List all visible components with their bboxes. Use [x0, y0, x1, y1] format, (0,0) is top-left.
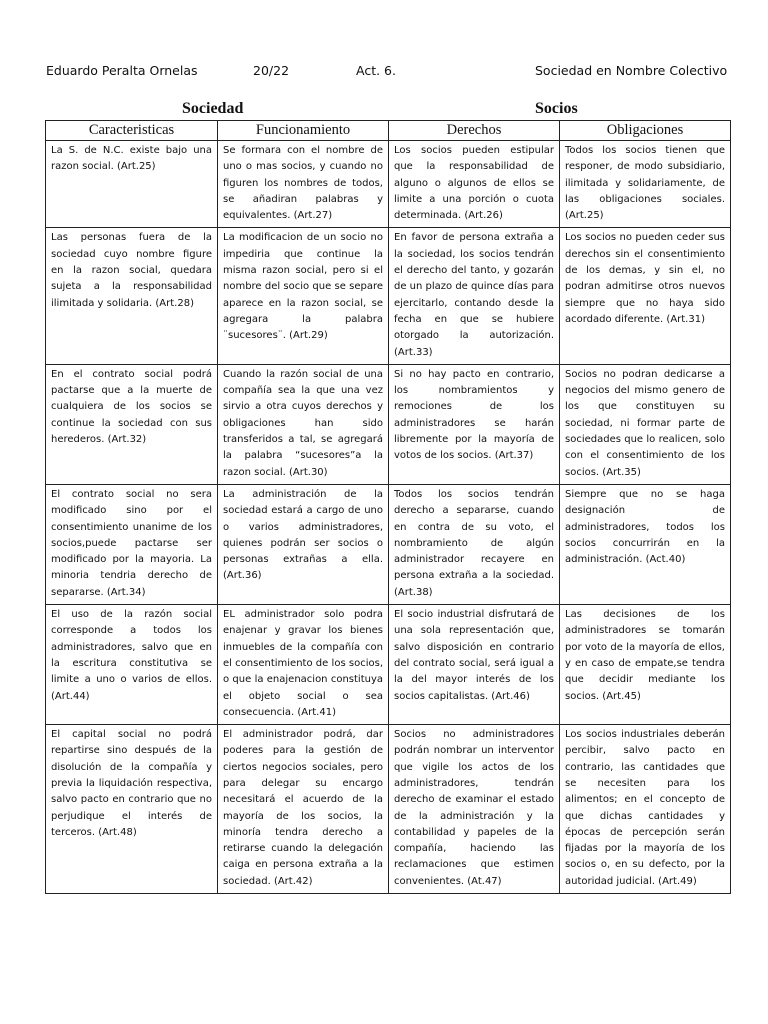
table-cell: Siempre que no se haga designación de administradores, todos los socios concurrirán en la administración. (Act.40) — [560, 484, 731, 604]
section-title-socios: Socios — [535, 100, 578, 117]
table-header-row — [46, 121, 731, 141]
column-header-caracteristicas: Caracteristicas — [46, 121, 218, 141]
table-cell: Los socios no pueden ceder sus derechos sin el consentimiento de los demas, y sin el, no podran admitirse otros nuevos siempre que no haya sido acordado diferente. (Art.31) — [560, 228, 731, 364]
column-header-derechos: Derechos — [389, 121, 560, 141]
table-cell: El uso de la razón social corresponde a todos los administradores, salvo que en la escritura constitutiva se limite a uno o varios de ellos. (Art.44) — [46, 605, 218, 725]
table-cell: Se formara con el nombre de uno o mas socios, y cuando no figuren los nombres de todos, se añadiran palabras y equivalentes. (Art.27) — [218, 141, 389, 228]
table-cell: En favor de persona extraña a la sociedad, los socios tendrán el derecho del tanto, y gozarán de un plazo de quince días para ejercitarlo, contando desde la fecha en que se hubiere otorgado la autorización. (Art.33) — [389, 228, 560, 364]
table-cell: Las personas fuera de la sociedad cuyo nombre figure en la razon social, quedara sujeta a la responsabilidad ilimitada y solidaria. (Art.28) — [46, 228, 218, 364]
table-cell: Todos los socios tienen que responer, de modo subsidiario, ilimitada y solidariamente, de las obligaciones sociales. (Art.25) — [560, 141, 731, 228]
table-row — [46, 605, 731, 725]
table-cell: La administración de la sociedad estará a cargo de uno o varios administradores, quienes podrán ser socios o personas extrañas a ella. (Art.36) — [218, 484, 389, 604]
table-cell: El capital social no podrá repartirse sino después de la disolución de la compañía y previa la liquidación respectiva, salvo pacto en contrario que no perjudique el interés de terceros. (Art.48) — [46, 725, 218, 894]
section-title-sociedad: Sociedad — [182, 100, 244, 117]
table-cell: El administrador podrá, dar poderes para la gestión de ciertos negocios sociales, pero para delegar su encargo necesitará el acuerdo de la mayoría de los socios, la minoría tendra derecho a retirarse cuando la delegación caiga en persona extraña a la sociedad. (Art.42) — [218, 725, 389, 894]
table-row — [46, 725, 731, 894]
table-cell: Socios no administradores podrán nombrar un interventor que vigile los actos de los administradores, tendrán derecho de examinar el estado de la administración y la contabilidad y papeles de la compañía, haciendo las reclamaciones que estimen convenientes. (At.47) — [389, 725, 560, 894]
table-cell: Los socios industriales deberán percibir, salvo pacto en contrario, las cantidades que se necesiten para los alimentos; en el concepto de que dichas cantidades y épocas de percepción serán fijadas por la mayoría de los socios o, en su defecto, por la autoridad judicial. (Art.49) — [560, 725, 731, 894]
table-cell: Si no hay pacto en contrario, los nombramientos y remociones de los administradores se harán libremente por la mayoría de votos de los socios. (Art.37) — [389, 364, 560, 484]
table-cell: Socios no podran dedicarse a negocios del mismo genero de los que constituyen su sociedad, ni formar parte de sociedades que lo realicen, solo con el consentimiento de los socios. (Art.35) — [560, 364, 731, 484]
table-row — [46, 364, 731, 484]
table-row — [46, 484, 731, 604]
table-row — [46, 228, 731, 364]
table-cell: El contrato social no sera modificado sino por el consentimiento unanime de los socios,puede pactarse ser modificado por la mayoria. La minoria tendria derecho de separarse. (Art.34) — [46, 484, 218, 604]
column-header-obligaciones: Obligaciones — [560, 121, 731, 141]
table-cell: La S. de N.C. existe bajo una razon social. (Art.25) — [46, 141, 218, 228]
table-cell: Todos los socios tendrán derecho a separarse, cuando en contra de su voto, el nombramiento de algún administrador recayere en persona extraña a la sociedad. (Art.38) — [389, 484, 560, 604]
activity-label: Act. 6. — [356, 63, 396, 78]
table-cell: Cuando la razón social de una compañía sea la que una vez sirvio a otra cuyos derechos y obligaciones han sido transferidos a tal, se agregará la palabra “sucesores”a la razon social. (Art.30) — [218, 364, 389, 484]
list-number: 20/22 — [253, 63, 290, 78]
column-header-funcionamiento: Funcionamiento — [218, 121, 389, 141]
table-row — [46, 141, 731, 228]
table-cell: La modificacion de un socio no impediria que continue la misma razon social, pero si el nombre del socio que se separe aparece en la razon social, se agregara la palabra ¨sucesores¨. (Art.29) — [218, 228, 389, 364]
comparison-table — [45, 120, 731, 894]
table-cell: Los socios pueden estipular que la responsabilidad de alguno o algunos de ellos se limite a una porción o cuota determinada. (Art.26) — [389, 141, 560, 228]
table-cell: EL administrador solo podra enajenar y gravar los bienes inmuebles de la compañía con el consentimiento de los socios, o que la enajenacion constituya el objeto social o sea consecuencia. (Art.41) — [218, 605, 389, 725]
author-name: Eduardo Peralta Ornelas — [46, 63, 198, 78]
table-cell: Las decisiones de los administradores se tomarán por voto de la mayoría de ellos, y en caso de empate,se tendra que decidir mediante los socios. (Art.45) — [560, 605, 731, 725]
table-cell: El socio industrial disfrutará de una sola representación que, salvo disposición en contrario del contrato social, será igual a la del mayor interés de los socios capitalistas. (Art.46) — [389, 605, 560, 725]
topic-title: Sociedad en Nombre Colectivo — [535, 63, 728, 78]
table-cell: En el contrato social podrá pactarse que a la muerte de cualquiera de los socios se continue la sociedad con sus herederos. (Art.32) — [46, 364, 218, 484]
